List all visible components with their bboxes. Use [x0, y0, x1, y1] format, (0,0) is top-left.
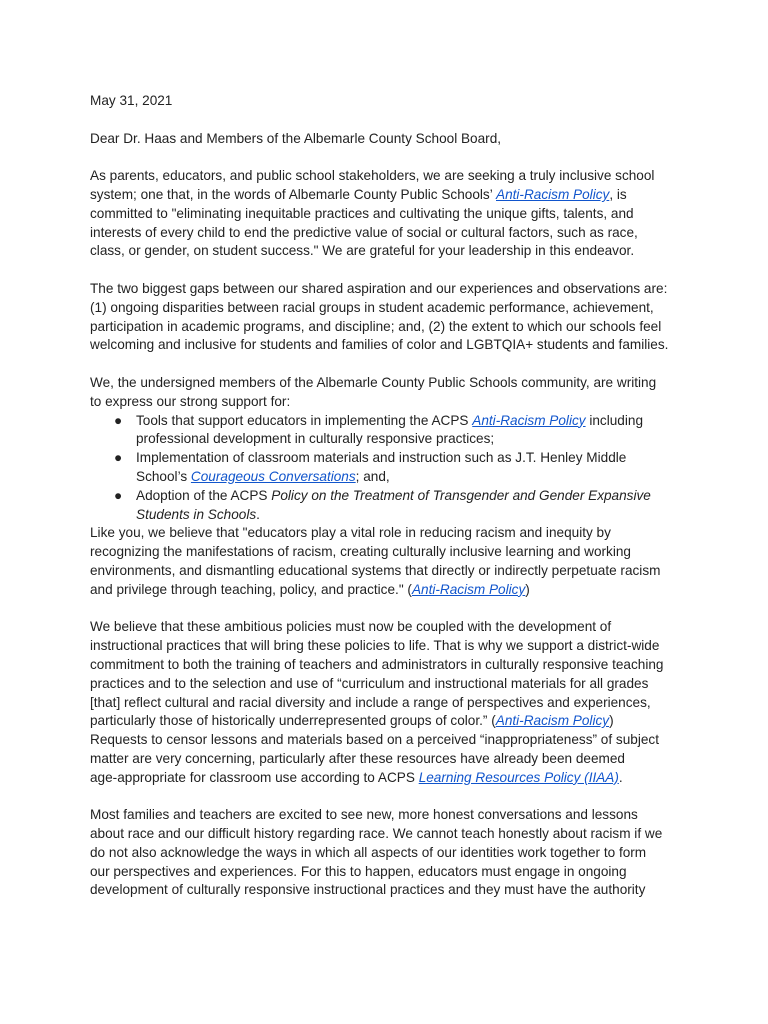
anti-racism-policy-link[interactable]: Anti-Racism Policy	[411, 581, 526, 597]
paragraph-families: Most families and teachers are excited to see new, more honest conversations and lessons about race and our difficult history regarding race. We cannot teach honestly about racism if we do not also acknowledge the ways in which all aspects of our identities work together to form our perspectives and experiences. For this to happen, educators must engage in ongoing development of culturally responsive instructional practices and they must have the authority	[90, 807, 663, 898]
list-item: ● Adoption of the ACPS Policy on the Treatment of Transgender and Gender Expansive Students in Schools.	[114, 487, 651, 522]
bullet-list	[90, 412, 680, 525]
learning-resources-policy-link[interactable]: Learning Resources Policy (IIAA)	[418, 769, 619, 785]
letter-date: May 31, 2021	[90, 93, 173, 108]
paragraph-belief: Like you, we believe that "educators play a vital role in reducing racism and inequity by recognizing the manifestations of racism, creating culturally inclusive learning and working environments, and dismantling educational systems that directly or indirectly perpetuate racism and privilege through teaching, policy, and practice." (Anti-Racism Policy)	[90, 525, 661, 597]
anti-racism-policy-link[interactable]: Anti-Racism Policy	[472, 412, 586, 428]
anti-racism-policy-link[interactable]: Anti-Racism Policy	[495, 713, 610, 729]
anti-racism-policy-link[interactable]: Anti-Racism Policy	[496, 186, 610, 202]
paragraph-intro: As parents, educators, and public school stakeholders, we are seeking a truly inclusive school system; one that, in the words of Albemarle County Public Schools’ Anti-Racism Policy, is committed to "eliminating inequitable practices and cultivating the unique gifts, talents, and interests of every child to end the predictive value of social or cultural factors, such as race, class, or gender, on student success." We are grateful for your leadership in this endeavor.	[90, 168, 655, 259]
salutation: Dear Dr. Haas and Members of the Albemarle County School Board,	[90, 130, 502, 146]
paragraph-support: We, the undersigned members of the Albemarle County Public Schools community, are writing to express our strong support for:	[90, 374, 657, 409]
list-item: ● Tools that support educators in implementing the ACPS Anti-Racism Policy including professional development in culturally responsive practices;	[114, 412, 644, 447]
bullet-icon: ●	[114, 450, 123, 466]
courageous-conversations-link[interactable]: Courageous Conversations	[190, 468, 356, 484]
paragraph-instruction: We believe that these ambitious policies must now be coupled with the development of instructional practices that will bring these policies to life. That is why we support a district-wide commitment to both the training of teachers and administrators in culturally responsive teaching practices and to the selection and use of “curriculum and instructional materials for all grades [that] reflect cultural and racial diversity and include a range of perspectives and experiences, particularly those of historically underrepresented groups of color.” (Anti-Racism Policy) Requests to censor lessons and materials based on a perceived “inappropriateness” of subject matter are very concerning, particularly after these resources have already been deemed age-appropriate for classroom use according to ACPS Learning Resources Policy (IIAA).	[90, 619, 664, 785]
list-item: ● Implementation of classroom materials and instruction such as J.T. Henley Middle School’s Courageous Conversations; and,	[114, 450, 627, 484]
bullet-icon: ●	[114, 412, 123, 428]
letter-body	[90, 92, 680, 900]
bullet-icon: ●	[114, 487, 123, 503]
paragraph-gaps: The two biggest gaps between our shared aspiration and our experiences and observations are: (1) ongoing disparities between racial groups in student academic performance, achievement, participation in academic programs, and discipline; and, (2) the extent to which our schools feel welcoming and inclusive for students and families of color and LGBTQIA+ students and families.	[90, 280, 669, 353]
